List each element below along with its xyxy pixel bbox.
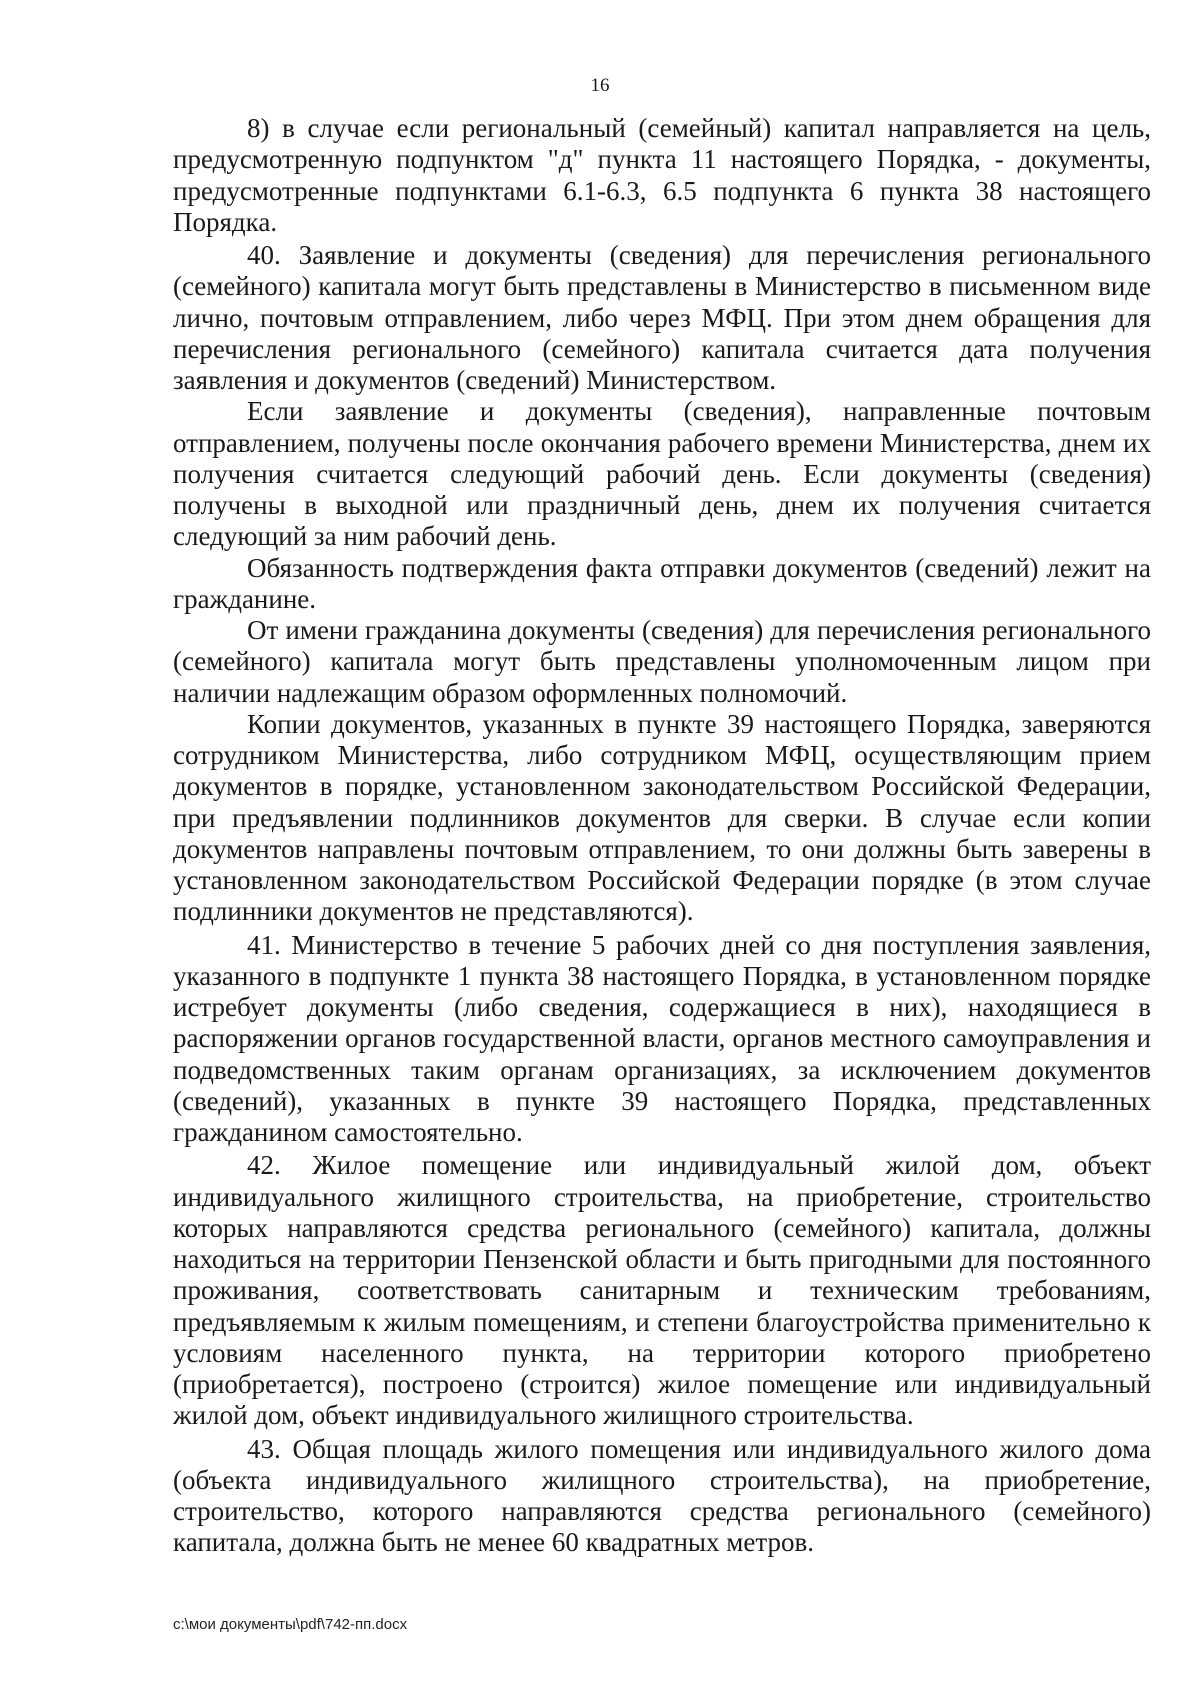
paragraph-subitem-8: 8) в случае если региональный (семейный) капитал направляется на цель, предусмотренную подпунктом "д" пункта 11 настоящего Порядка, - документы, предусмотренные подпунктами 6.1-6.3, 6.5 подпункта 6 пункта 38 настоящего Порядка. — [173, 113, 1151, 237]
paragraph-postal-receipt: Если заявление и документы (сведения), направленные почтовым отправлением, получены после окончания рабочего времени Министерства, днем их получения считается следующий рабочий день. Если документы (сведения) получены в выходной или праздничный день, днем их получения считается следующий за ним рабочий день. — [173, 396, 1151, 552]
paragraph-item-43: 43. Общая площадь жилого помещения или индивидуального жилого дома (объекта индивидуального жилищного строительства), на приобретение, строительство, которого направляются средства регионального (семейного) капитала, должна быть не менее 60 квадратных метров. — [173, 1433, 1151, 1558]
paragraph-proof-of-sending: Обязанность подтверждения факта отправки документов (сведений) лежит на гражданине. — [173, 552, 1151, 614]
paragraph-item-41: 41. Министерство в течение 5 рабочих дней со дня поступления заявления, указанного в подпункте 1 пункта 38 настоящего Порядка, в установленном порядке истребует документы (либо сведения, содержащиеся в них), находящиеся в распоряжении органов государственной власти, органов местного самоуправления и подведомственных таким органам организациях, за исключением документов (сведений), указанных в пункте 39 настоящего Порядка, представленных гражданином самостоятельно. — [173, 929, 1151, 1147]
paragraph-item-40: 40. Заявление и документы (сведения) для перечисления регионального (семейного) капитала могут быть представлены в Министерство в письменном виде лично, почтовым отправлением, либо через МФЦ. При этом днем обращения для перечисления регионального (семейного) капитала считается дата получения заявления и документов (сведений) Министерством. — [173, 240, 1151, 395]
page-number: 16 — [590, 75, 610, 96]
document-body — [173, 113, 1151, 1559]
paragraph-item-42: 42. Жилое помещение или индивидуальный жилой дом, объект индивидуального жилищного строительства, на приобретение, строительство которых направляются средства регионального (семейного) капитала, должны находиться на территории Пензенской области и быть пригодными для постоянного проживания, соответствовать санитарным и техническим требованиям, предъявляемым к жилым помещениям, и степени благоустройства применительно к условиям населенного пункта, на территории которого приобретено (приобретается), построено (строится) жилое помещение или индивидуальный жилой дом, объект индивидуального жилищного строительства. — [173, 1150, 1151, 1431]
paragraph-authorized-person: От имени гражданина документы (сведения) для перечисления регионального (семейного) капитала могут быть представлены уполномоченным лицом при наличии надлежащим образом оформленных полномочий. — [173, 615, 1151, 708]
footer-file-path: c:\мои документы\pdf\742-пп.docx — [173, 1616, 408, 1633]
paragraph-document-copies: Копии документов, указанных в пункте 39 настоящего Порядка, заверяются сотрудником Министерства, либо сотрудником МФЦ, осуществляющим прием документов в порядке, установленном законодательством Российской Федерации, при предъявлении подлинников документов для сверки. В случае если копии документов направлены почтовым отправлением, то они должны быть заверены в установленном законодательством Российской Федерации порядке (в этом случае подлинники документов не представляются). — [173, 708, 1151, 927]
